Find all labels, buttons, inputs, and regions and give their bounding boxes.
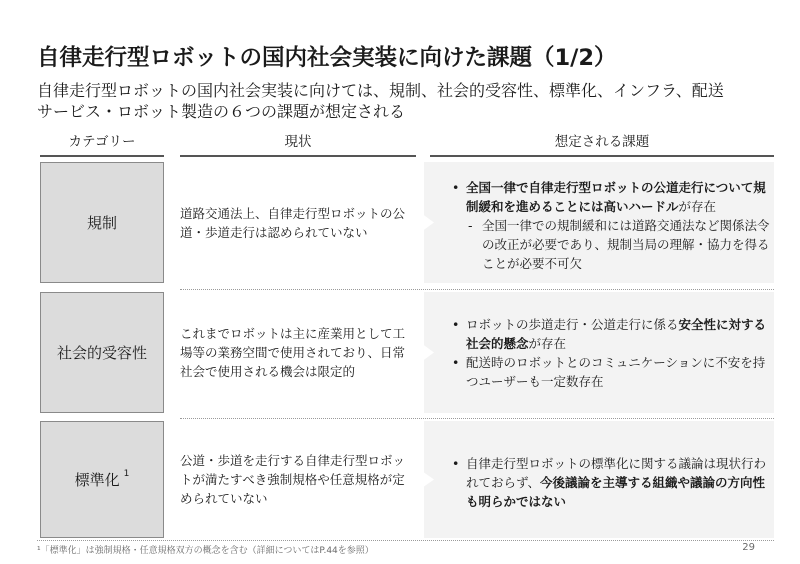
row-separator <box>180 418 774 419</box>
subtitle-line-2: サービス・ロボット製造の６つの課題が想定される <box>37 102 406 121</box>
category-label: 規制 <box>86 214 117 232</box>
status-cell-social-acceptance <box>180 292 412 413</box>
issue-bold-text: 全国一律で自律走行型ロボットの公道走行について規制緩和を進めることには高いハードル <box>466 180 766 214</box>
status-text: 道路交通法上、自律走行型ロボットの公道・歩道走行は認められていない <box>180 205 406 240</box>
column-header-issues: 想定される課題 <box>430 133 774 157</box>
issue-text-prefix: ロボットの歩道走行・公道走行に係る <box>466 317 679 332</box>
page-number: 29 <box>742 542 755 553</box>
status-text: 公道・歩道を走行する自律走行型ロボットが満たすべき強制規格や任意規格が定められていない <box>180 453 406 506</box>
issue-text-prefix: 自律走行型ロボットの標準化に関する議論は現状行われておらず、 <box>466 456 767 490</box>
issue-text-suffix: が存在 <box>678 199 717 214</box>
category-label: 標準化 <box>74 471 120 489</box>
issues-cell-social-acceptance <box>448 315 770 391</box>
page-title: 自律走行型ロボットの国内社会実装に向けた課題（1/2） <box>37 45 617 71</box>
row-separator <box>180 289 774 290</box>
issue-bullet <box>448 454 770 511</box>
issues-cell-standardization <box>448 454 770 511</box>
issue-bullet <box>448 178 770 216</box>
issue-text-suffix: が存在 <box>528 336 567 351</box>
category-cell-standardization <box>40 421 164 538</box>
footnote: ¹「標準化」は強制規格・任意規格双方の概念を含む（詳細についてはP.44を参照） <box>37 546 374 556</box>
category-cell-social-acceptance <box>40 292 164 413</box>
issue-subbullet <box>448 216 770 273</box>
issue-bullet <box>448 315 770 353</box>
issue-bold-text: 今後議論を主導する組織や議論の方向性も明らかではない <box>466 475 766 509</box>
column-header-status: 現状 <box>180 133 416 157</box>
status-cell-regulation <box>180 162 412 283</box>
issue-bold-text: 安全性に対する社会的懸念 <box>466 317 767 351</box>
page-subtitle <box>37 80 724 122</box>
category-label: 社会的受容性 <box>56 344 147 362</box>
subissue-text: 全国一律での規制緩和には道路交通法など関係法令の改正が必要であり、規制当局の理解・協力を得ることが必要不可欠 <box>482 218 770 271</box>
subtitle-line-1: 自律走行型ロボットの国内社会実装に向けては、規制、社会的受容性、標準化、インフラ、配送 <box>37 81 724 100</box>
status-text: これまでロボットは主に産業用として工場等の業務空間で使用されており、日常社会で使用される機会は限定的 <box>180 326 406 379</box>
column-header-category: カテゴリー <box>40 133 164 157</box>
issues-cell-regulation <box>448 178 770 273</box>
footer-separator <box>37 540 774 541</box>
category-cell-regulation <box>40 162 164 283</box>
status-cell-standardization <box>180 421 412 538</box>
issue-text-prefix: 配送時のロボットとのコミュニケーションに不安を持つユーザーも一定数存在 <box>466 355 766 389</box>
issue-bullet <box>448 353 770 391</box>
footnote-mark: 1 <box>123 468 130 479</box>
